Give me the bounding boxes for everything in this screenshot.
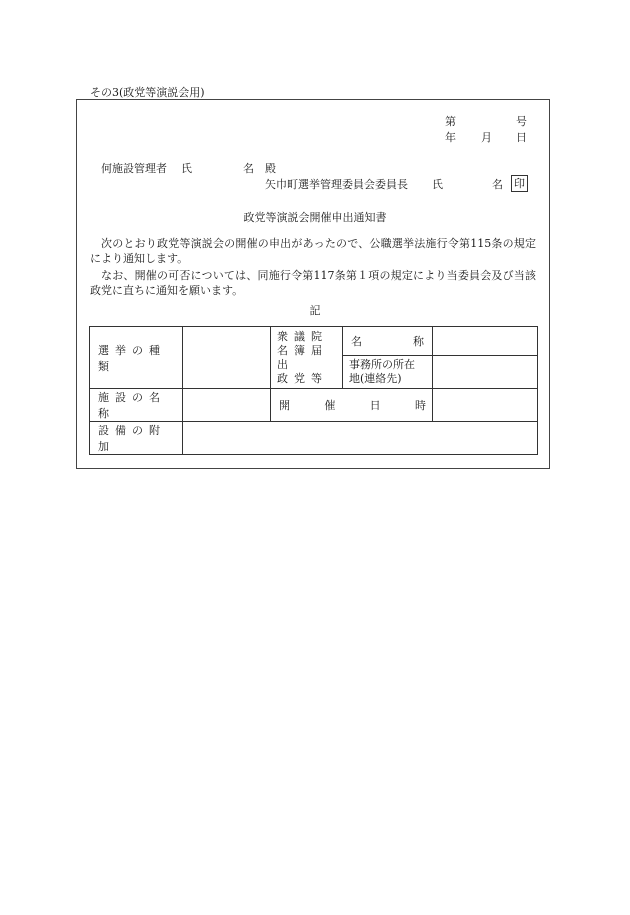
table-row — [90, 327, 538, 356]
office-address-label: 事務所の所在 地(連絡先) — [343, 356, 433, 389]
addressee-honorific: 殿 — [265, 162, 276, 175]
addressee-mei: 名 — [243, 162, 254, 175]
sender-shi: 氏 — [432, 178, 443, 191]
party-name-value[interactable] — [433, 327, 538, 356]
date-day: 日 — [516, 131, 527, 144]
ki-mark: 記 — [309, 304, 321, 317]
facility-name-label: 施設の名称 — [90, 389, 183, 422]
document-title: 政党等演説会開催申出通知書 — [243, 211, 387, 224]
date-year: 年 — [445, 131, 456, 144]
addressee-label: 何施設管理者 — [101, 162, 167, 175]
party-label: 衆議院 名簿届出 政党等 — [271, 327, 343, 389]
election-type-value[interactable] — [183, 327, 271, 389]
number-prefix: 第 — [445, 115, 456, 128]
datetime-value[interactable] — [433, 389, 538, 422]
notification-table — [89, 326, 538, 455]
election-type-label: 選挙の種類 — [90, 327, 183, 389]
sender-mei: 名 — [492, 178, 503, 191]
table-row — [90, 389, 538, 422]
equipment-value[interactable] — [183, 422, 538, 455]
seal-stamp: 印 — [511, 175, 528, 192]
form-caption: その3(政党等演説会用) — [90, 86, 205, 99]
office-address-value[interactable] — [433, 356, 538, 389]
number-suffix: 号 — [516, 115, 527, 128]
sender-title: 矢巾町選挙管理委員会委員長 — [265, 178, 408, 191]
body-paragraph-1: 次のとおり政党等演説会の開催の申出があったので、公職選挙法施行令第115条の規定により通知します。 — [90, 237, 536, 265]
party-name-label: 名 称 — [343, 327, 433, 356]
equipment-label: 設備の附加 — [90, 422, 183, 455]
datetime-label: 開 催 日 時 — [271, 389, 433, 422]
addressee-shi: 氏 — [181, 162, 192, 175]
facility-name-value[interactable] — [183, 389, 271, 422]
table-row — [90, 422, 538, 455]
body-paragraph-2: なお、開催の可否については、同施行令第117条第１項の規定により当委員会及び当該政党に直ちに通知を願います。 — [90, 269, 536, 297]
date-month: 月 — [481, 131, 492, 144]
